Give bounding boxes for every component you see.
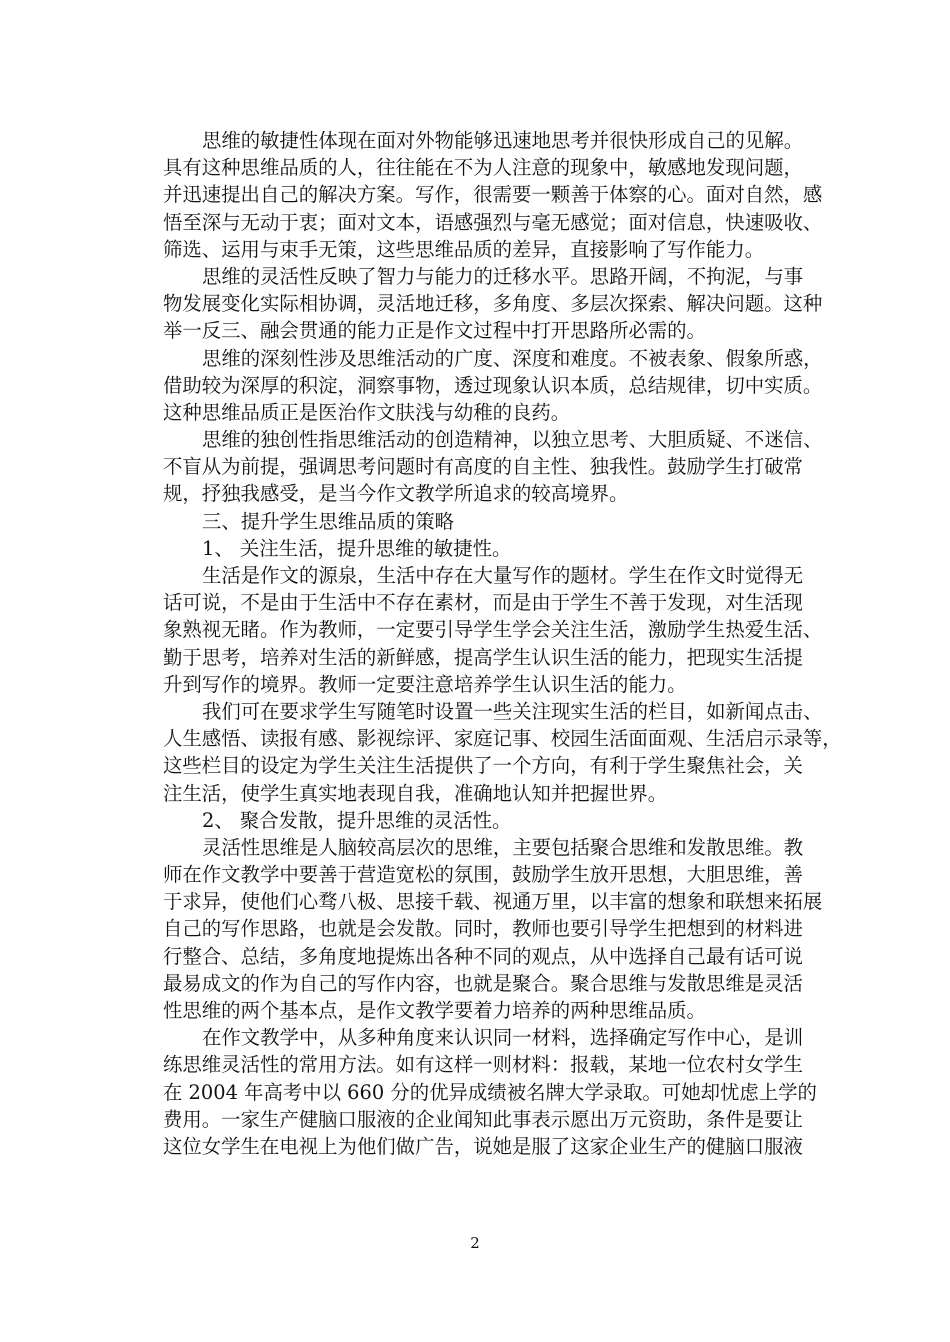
text-line: 象熟视无睹。作为教师，一定要引导学生学会关注生活，激励学生热爱生活、 xyxy=(163,618,823,642)
document-body xyxy=(163,127,842,1160)
text-line: 行整合、总结，多角度地提炼出各种不同的观点，从中选择自己最有话可说 xyxy=(163,944,803,968)
text-line: 悟至深与无动于衷；面对文本，语感强烈与毫无感觉；面对信息，快速吸收、 xyxy=(163,210,823,234)
text-line: 这些栏目的设定为学生关注生活提供了一个方向，有利于学生聚焦社会，关 xyxy=(163,754,803,778)
text-line: 借助较为深厚的积淀，洞察事物，透过现象认识本质，总结规律，切中实质。 xyxy=(163,373,823,397)
text-line: 灵活性思维是人脑较高层次的思维，主要包括聚合思维和发散思维。教 xyxy=(202,835,804,859)
text-line: 生活是作文的源泉，生活中存在大量写作的题材。学生在作文时觉得无 xyxy=(202,564,804,587)
text-line: 话可说，不是由于生活中不存在素材，而是由于学生不善于发现，对生活现 xyxy=(163,591,803,615)
text-line: 思维的灵活性反映了智力与能力的迁移水平。思路开阔，不拘泥，与事 xyxy=(202,264,804,288)
text-line: 并迅速提出自己的解决方案。写作，很需要一颗善于体察的心。面对自然，感 xyxy=(163,183,823,207)
paragraph xyxy=(163,1024,817,1160)
paragraph xyxy=(163,263,823,345)
text-line: 人生感悟、读报有感、影视综评、家庭记事、校园生活面面观、生活启示录等， xyxy=(163,727,842,751)
text-line: 勤于思考，培养对生活的新鲜感，提高学生认识生活的能力，把现实生活提 xyxy=(163,645,803,669)
text-line: 升到写作的境界。教师一定要注意培养学生认识生活的能力。 xyxy=(163,672,687,696)
text-line: 在作文教学中，从多种角度来认识同一材料，选择确定写作中心，是训 xyxy=(202,1026,804,1050)
text-line: 练思维灵活性的常用方法。如有这样一则材料：报载，某地一位农村女学生 xyxy=(163,1053,803,1077)
text-line: 思维的深刻性涉及思维活动的广度、深度和难度。不被表象、假象所惑， xyxy=(202,346,823,370)
text-line: 物发展变化实际相协调，灵活地迁移，多角度、多层次探索、解决问题。这种 xyxy=(163,292,823,316)
text-line: 在 2004 年高考中以 660 分的优异成绩被名牌大学录取。可她却忧虑上学的 xyxy=(163,1080,817,1104)
text-line: 规，抒独我感受，是当今作文教学所追求的较高境界。 xyxy=(163,482,629,506)
text-line: 于求异，使他们心骛八极、思接千载、视通万里，以丰富的想象和联想来拓展 xyxy=(163,890,823,914)
text-line: 最易成文的作为自己的写作内容，也就是聚合。聚合思维与发散思维是灵活 xyxy=(163,971,803,995)
text-line: 这位女学生在电视上为他们做广告，说她是服了这家企业生产的健脑口服液 xyxy=(163,1134,803,1158)
page-number: 2 xyxy=(470,1234,480,1252)
paragraph xyxy=(163,807,793,834)
paragraph xyxy=(163,508,793,535)
paragraph xyxy=(163,562,823,698)
text-line: 筛选、运用与束手无策，这些思维品质的差异，直接影响了写作能力。 xyxy=(163,237,765,261)
paragraph xyxy=(163,127,823,263)
paragraph xyxy=(163,345,823,427)
text-line: 具有这种思维品质的人，往往能在不为人注意的现象中，敏感地发现问题， xyxy=(163,156,803,180)
paragraph xyxy=(163,535,793,562)
text-line: 这种思维品质正是医治作文肤浅与幼稚的良药。 xyxy=(163,400,571,424)
text-line: 性思维的两个基本点，是作文教学要着力培养的两种思维品质。 xyxy=(163,999,706,1022)
text-line: 举一反三、融会贯通的能力正是作文过程中打开思路所必需的。 xyxy=(163,319,706,343)
paragraph xyxy=(163,698,842,807)
text-line: 1、 关注生活，提升思维的敏捷性。 xyxy=(202,536,512,560)
paragraph xyxy=(163,426,823,508)
text-line: 思维的独创性指思维活动的创造精神，以独立思考、大胆质疑、不迷信、 xyxy=(202,428,823,452)
text-line: 我们可在要求学生写随笔时设置一些关注现实生活的栏目，如新闻点击、 xyxy=(202,699,823,723)
text-line: 自己的写作思路，也就是会发散。同时，教师也要引导学生把想到的材料进 xyxy=(163,917,803,941)
text-line: 2、 聚合发散，提升思维的灵活性。 xyxy=(202,808,512,832)
text-line: 思维的敏捷性体现在面对外物能够迅速地思考并很快形成自己的见解。 xyxy=(202,129,804,152)
text-line: 费用。一家生产健脑口服液的企业闻知此事表示愿出万元资助，条件是要让 xyxy=(163,1107,803,1131)
text-line: 不盲从为前提，强调思考问题时有高度的自主性、独我性。鼓励学生打破常 xyxy=(163,455,803,479)
text-line: 三、提升学生思维品质的策略 xyxy=(202,509,455,533)
text-line: 师在作文教学中要善于营造宽松的氛围，鼓励学生放开思想，大胆思维，善 xyxy=(163,863,803,887)
text-line: 注生活，使学生真实地表现自我，准确地认知并把握世界。 xyxy=(163,781,668,805)
paragraph xyxy=(163,834,823,1024)
